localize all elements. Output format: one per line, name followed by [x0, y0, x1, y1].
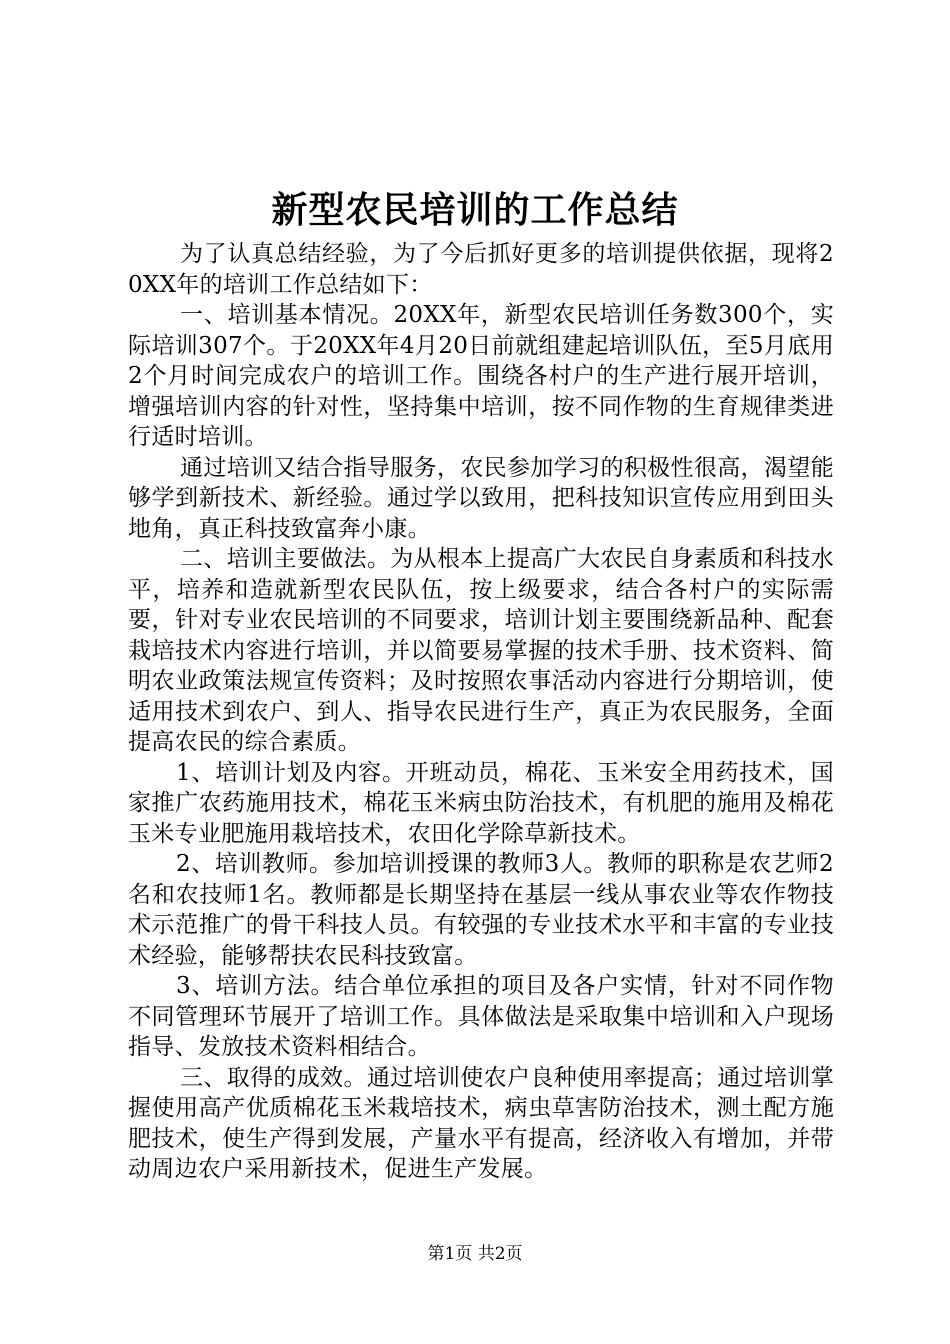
document-body	[128, 239, 834, 1185]
training-guidance-paragraph: 通过培训又结合指导服务，农民参加学习的积极性很高，渴望能够学到新技术、新经验。通过学以致用，把科技知识宣传应用到田头地角，真正科技致富奔小康。	[128, 454, 834, 542]
document-title: 新型农民培训的工作总结	[271, 189, 679, 231]
section-basic-situation-paragraph: 一、培训基本情况。20XX年，新型农民培训任务数300个，实际培训307个。于20XX年4月20日前就组建起培训队伍，至5月底用2个月时间完成农户的培训工作。围绕各村户的生产进行展开培训，增强培训内容的针对性，坚持集中培训，按不同作物的生育规律类进行适时培训。	[128, 302, 834, 450]
section-main-practices-paragraph: 二、培训主要做法。为从根本上提高广大农民自身素质和科技水平，培养和造就新型农民队伍，按上级要求，结合各村户的实际需要，针对专业农民培训的不同要求，培训计划主要围绕新品种、配套栽培技术内容进行培训，并以简要易掌握的技术手册、技术资料、简明农业政策法规宣传资料；及时按照农事活动内容进行分期培训，使适用技术到农户、到人、指导农民进行生产，真正为农民服务，全面提高农民的综合素质。	[128, 546, 834, 755]
training-teachers-paragraph: 2、培训教师。参加培训授课的教师3人。教师的职称是农艺师2名和农技师1名。教师都是长期坚持在基层一线从事农业等农作物技术示范推广的骨干科技人员。有较强的专业技术水平和丰富的专业技术经验，能够帮扶农民科技致富。	[128, 851, 834, 969]
training-methods-paragraph: 3、培训方法。结合单位承担的项目及各户实情，针对不同作物不同管理环节展开了培训工作。具体做法是采取集中培训和入户现场指导、发放技术资料相结合。	[128, 973, 834, 1060]
section-results-paragraph: 三、取得的成效。通过培训使农户良种使用率提高；通过培训掌握使用高产优质棉花玉米栽培技术，病虫草害防治技术，测土配方施肥技术，使生产得到发展，产量水平有提高，经济收入有增加，并带动周边农户采用新技术，促进生产发展。	[128, 1064, 834, 1182]
page-number-footer: 第1页 共2页	[427, 1244, 523, 1264]
intro-paragraph: 为了认真总结经验，为了今后抓好更多的培训提供依据，现将20XX年的培训工作总结如下：	[128, 241, 834, 298]
training-plan-paragraph: 1、培训计划及内容。开班动员，棉花、玉米安全用药技术，国家推广农药施用技术，棉花玉米病虫防治技术，有机肥的施用及棉花玉米专业肥施用栽培技术，农田化学除草新技术。	[128, 759, 834, 847]
